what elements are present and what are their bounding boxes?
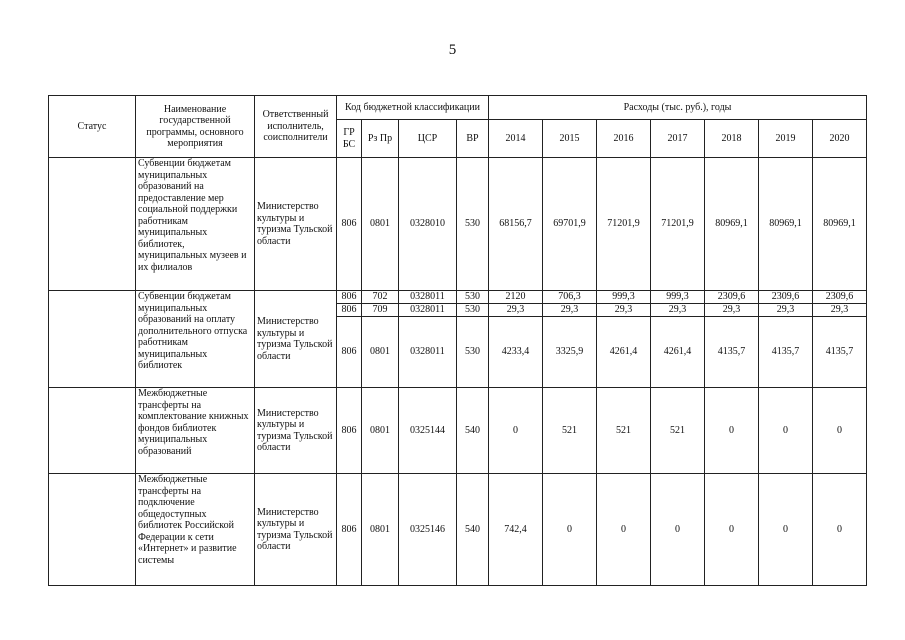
csr-cell: 0328011	[399, 304, 457, 317]
value-cell: 742,4	[489, 474, 543, 586]
value-cell: 2120	[489, 291, 543, 304]
value-cell: 0	[489, 388, 543, 474]
value-cell: 2309,6	[705, 291, 759, 304]
value-cell: 71201,9	[597, 158, 651, 291]
activity-name: Межбюджетные трансферты на подключение общедоступных библиотек Российской Федерации к сети «Интернет» и развитие системы	[136, 474, 255, 586]
rzpr-cell: 0801	[362, 388, 399, 474]
csr-cell: 0325144	[399, 388, 457, 474]
value-cell: 68156,7	[489, 158, 543, 291]
table-row	[49, 388, 867, 474]
page-number: 5	[448, 42, 457, 58]
value-cell: 0	[813, 388, 867, 474]
value-cell: 4261,4	[651, 317, 705, 388]
header-year: 2014	[489, 120, 543, 158]
csr-cell: 0328010	[399, 158, 457, 291]
status-cell	[49, 158, 136, 291]
rzpr-cell: 0801	[362, 158, 399, 291]
table-row	[49, 158, 867, 291]
value-cell: 29,3	[813, 304, 867, 317]
executor-cell: Министерство культуры и туризма Тульской области	[255, 158, 337, 291]
value-cell: 80969,1	[705, 158, 759, 291]
csr-cell: 0328011	[399, 291, 457, 304]
grbs-cell: 806	[337, 317, 362, 388]
value-cell: 4135,7	[813, 317, 867, 388]
value-cell: 4135,7	[705, 317, 759, 388]
grbs-cell: 806	[337, 388, 362, 474]
value-cell: 4233,4	[489, 317, 543, 388]
header-rzpr: Рз Пр	[362, 120, 399, 158]
header-executor: Ответственный исполнитель, соисполнители	[255, 96, 337, 158]
header-year: 2015	[543, 120, 597, 158]
grbs-cell: 806	[337, 291, 362, 304]
header-status: Статус	[49, 96, 136, 158]
value-cell: 29,3	[759, 304, 813, 317]
csr-cell: 0328011	[399, 317, 457, 388]
header-csr: ЦСР	[399, 120, 457, 158]
value-cell: 29,3	[543, 304, 597, 317]
executor-cell: Министерство культуры и туризма Тульской области	[255, 388, 337, 474]
vr-cell: 540	[457, 474, 489, 586]
rzpr-cell: 0801	[362, 474, 399, 586]
vr-cell: 530	[457, 317, 489, 388]
csr-cell: 0325146	[399, 474, 457, 586]
value-cell: 71201,9	[651, 158, 705, 291]
value-cell: 0	[543, 474, 597, 586]
value-cell: 706,3	[543, 291, 597, 304]
value-cell: 0	[759, 388, 813, 474]
grbs-cell: 806	[337, 474, 362, 586]
value-cell: 80969,1	[813, 158, 867, 291]
header-year: 2020	[813, 120, 867, 158]
value-cell: 2309,6	[813, 291, 867, 304]
value-cell: 521	[597, 388, 651, 474]
value-cell: 2309,6	[759, 291, 813, 304]
executor-cell: Министерство культуры и туризма Тульской области	[255, 474, 337, 586]
value-cell: 0	[597, 474, 651, 586]
value-cell: 0	[705, 474, 759, 586]
header-vr: ВР	[457, 120, 489, 158]
header-grbs: ГР БС	[337, 120, 362, 158]
table-row	[49, 474, 867, 586]
value-cell: 4135,7	[759, 317, 813, 388]
status-cell	[49, 291, 136, 388]
value-cell: 80969,1	[759, 158, 813, 291]
status-cell	[49, 474, 136, 586]
header-expenses: Расходы (тыс. руб.), годы	[489, 96, 867, 120]
vr-cell: 530	[457, 158, 489, 291]
rzpr-cell: 709	[362, 304, 399, 317]
grbs-cell: 806	[337, 304, 362, 317]
value-cell: 4261,4	[597, 317, 651, 388]
header-year: 2019	[759, 120, 813, 158]
value-cell: 0	[759, 474, 813, 586]
value-cell: 999,3	[597, 291, 651, 304]
activity-name: Субвенции бюджетам муниципальных образований на оплату дополнительного отпуска работникам муниципальных библиотек	[136, 291, 255, 388]
table-row	[49, 291, 867, 304]
value-cell: 0	[651, 474, 705, 586]
rzpr-cell: 0801	[362, 317, 399, 388]
vr-cell: 530	[457, 291, 489, 304]
activity-name: Субвенции бюджетам муниципальных образований на предоставление мер социальной поддержки работникам муниципальных библиотек, муниципальных музеев и их филиалов	[136, 158, 255, 291]
budget-table	[48, 95, 867, 586]
value-cell: 29,3	[489, 304, 543, 317]
value-cell: 521	[651, 388, 705, 474]
value-cell: 999,3	[651, 291, 705, 304]
header-name: Наименование государственной программы, основного мероприятия	[136, 96, 255, 158]
vr-cell: 530	[457, 304, 489, 317]
value-cell: 0	[813, 474, 867, 586]
header-year: 2017	[651, 120, 705, 158]
header-year: 2016	[597, 120, 651, 158]
header-budget-code: Код бюджетной классификации	[337, 96, 489, 120]
value-cell: 3325,9	[543, 317, 597, 388]
value-cell: 29,3	[705, 304, 759, 317]
header-year: 2018	[705, 120, 759, 158]
vr-cell: 540	[457, 388, 489, 474]
status-cell	[49, 388, 136, 474]
executor-cell: Министерство культуры и туризма Тульской области	[255, 291, 337, 388]
activity-name: Межбюджетные трансферты на комплектование книжных фондов библиотек муниципальных образований	[136, 388, 255, 474]
value-cell: 521	[543, 388, 597, 474]
value-cell: 69701,9	[543, 158, 597, 291]
grbs-cell: 806	[337, 158, 362, 291]
rzpr-cell: 702	[362, 291, 399, 304]
value-cell: 29,3	[651, 304, 705, 317]
value-cell: 29,3	[597, 304, 651, 317]
value-cell: 0	[705, 388, 759, 474]
